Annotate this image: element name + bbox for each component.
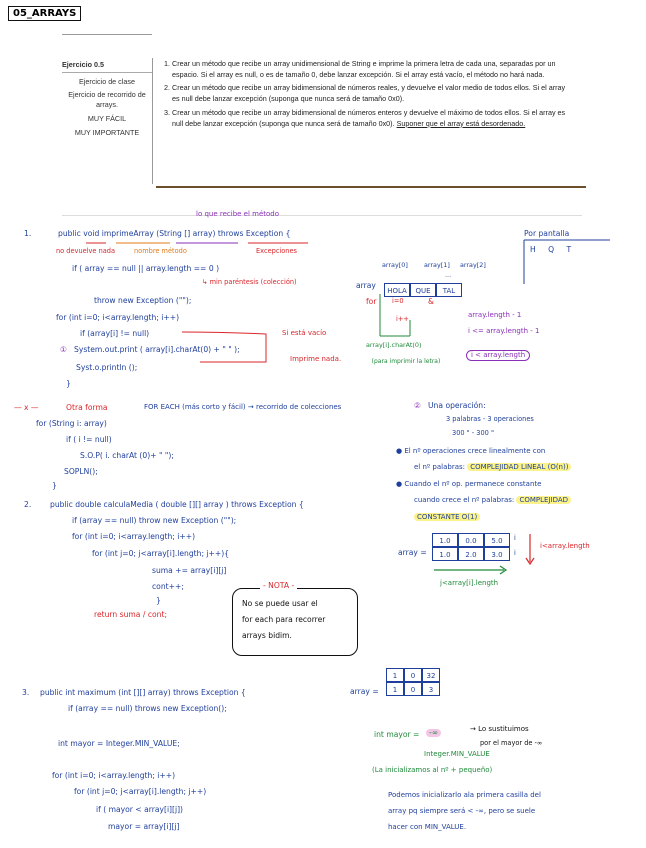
s1-underlines [58, 240, 318, 246]
arr-len-1: array.length - 1 [468, 311, 522, 319]
mayor-arrow-2: por el mayor de -∞ [480, 739, 543, 747]
s1-line-print: System.out.print ( array[i].charAt(0) + " " ); [74, 345, 240, 354]
nota-line-1: No se puede usar el [242, 599, 318, 608]
ops-bullet-2c [414, 514, 480, 521]
arr-for: for [366, 297, 377, 306]
grid3-cell: 1 [386, 682, 404, 696]
ops-highlight-lineal: COMPLEJIDAD LINEAL (O(n)) [467, 463, 571, 471]
grid3-cell: 0 [404, 682, 422, 696]
arr-ipp: i++ [396, 315, 409, 323]
exercise-divider [152, 58, 153, 184]
s2-line-7: } [156, 596, 161, 605]
pantalla-title: Por pantalla [524, 229, 570, 238]
exercise-item-1: 1. Crear un método que recibe un array unidimensional de String e imprime la primera letra de cada una, separadas por un espacio. Si el array es null, o es de tamaño 0, debe lanzar excepción. Si el array está vacío, el método no hará nada. [172, 58, 568, 80]
grid2-right-arrow [432, 565, 512, 575]
ops-bullet-2a: ● Cuando el nº op. permanece constante [396, 480, 542, 488]
annot-nombre-metodo: nombre método [134, 247, 187, 255]
grid2-label: array = [398, 548, 427, 557]
grid2-row [432, 547, 510, 561]
arr-idx-0: array[0] [382, 261, 408, 269]
annot-min-parentesis: ↳ min paréntesis (colección) [202, 278, 297, 286]
s3-line-4: for (int i=0; i<array.length; i++) [52, 771, 176, 780]
s1-line-println: Syst.o.println (); [76, 363, 138, 372]
grid2-cell: 1.0 [432, 533, 458, 547]
s1-line-if: if ( array == null || array.length == 0 ) [72, 264, 220, 273]
mayor-intmin: Integer.MIN_VALUE [424, 750, 490, 758]
ops-highlight-constante: CONSTANTE O(1) [414, 513, 480, 521]
annot-si-esta-vacio: Si está vacío [282, 329, 327, 337]
ops-highlight-complejidad: COMPLEJIDAD [516, 496, 571, 504]
page-rule [62, 215, 582, 216]
s1-close: } [66, 379, 71, 388]
exercise-top-rule [62, 34, 152, 35]
s3-line-3: int mayor = Integer.MIN_VALUE; [58, 739, 180, 748]
ops-bullet-1b: el nº palabras: COMPLEJIDAD LINEAL (O(n)) [414, 464, 571, 471]
grid2-i-label-2: i [514, 549, 516, 557]
mayor-paren: (La inicializamos al nº + pequeño) [372, 766, 493, 774]
annot-excepciones: Excepciones [256, 247, 297, 255]
annot-imprime-nada: Imprime nada. [290, 355, 342, 363]
ops-line-3: 300 " - 300 " [452, 429, 494, 437]
otra-line-1: for (String i: array) [36, 419, 107, 428]
s3-line-1: public int maximum (int [][] array) throws Exception { [40, 688, 246, 697]
annot-lo-que-recibe: lo que recibe el método [196, 210, 280, 218]
s3-line-2: if (array == null) throws new Exception(); [68, 704, 227, 713]
ops-bullet-1a: ● El nº operaciones crece linealmente con [396, 447, 546, 455]
arr-cell: QUE [410, 283, 436, 297]
grid3-row [386, 682, 440, 696]
mayor-arrow-1: → Lo sustituimos [470, 725, 529, 733]
grid2-j-len: j<array[i].length [440, 579, 499, 587]
otra-line-5: } [52, 481, 57, 490]
grid3-cell: 0 [404, 668, 422, 682]
arr-idx-1: array[1] [424, 261, 450, 269]
grid3-label: array = [350, 687, 379, 696]
grid2-cell: 0.0 [458, 533, 484, 547]
ops-bullet-2b: cuando crece el nº palabras: COMPLEJIDAD [414, 497, 571, 504]
nota-title: - NOTA - [260, 582, 297, 590]
mayor-p3: hacer con MIN_VALUE. [388, 823, 467, 831]
grid2-cell: 2.0 [458, 547, 484, 561]
s2-line-1: public double calculaMedia ( double [][] array ) throws Exception { [50, 500, 304, 509]
mayor-lhs: int mayor = [374, 730, 420, 739]
arr-label: array [356, 281, 376, 290]
grid3-row [386, 668, 440, 682]
ops-mark: ② [414, 401, 421, 410]
exercise-sidebar [62, 60, 152, 141]
arr-charat: array[i].charAt(0) [366, 341, 422, 349]
arr-cell: TAL [436, 283, 462, 297]
grid3-cell: 32 [422, 668, 440, 682]
arr-amp: & [428, 297, 434, 306]
grid2-cell: 5.0 [484, 533, 510, 547]
otra-dash: — x — [14, 403, 39, 412]
annot-no-devuelve: no devuelve nada [56, 247, 116, 255]
grid3-cell: 3 [422, 682, 440, 696]
s1-circle-mark: ① [60, 345, 67, 354]
s2-number: 2. [24, 500, 32, 509]
mayor-p2: array pq siempre será < -∞, pero se suele [388, 807, 536, 815]
arr-i0: i=0 [392, 297, 404, 305]
s2-line-4: for (int j=0; j<array[i].length; j++){ [92, 549, 230, 558]
s1-line-throw: throw new Exception (""); [94, 296, 192, 305]
nota-line-2: for each para recorrer [242, 615, 326, 624]
arr-para-imprimir: (para imprimir la letra) [371, 358, 441, 365]
grid2-row [432, 533, 510, 547]
s2-line-5: suma += array[i][j] [152, 566, 227, 575]
arr-i-len-1: i <= array.length - 1 [468, 327, 540, 335]
s3-number: 3. [22, 688, 30, 697]
exercise-title: Ejercicio 0.5 [62, 60, 152, 73]
s2-return: return suma / cont; [94, 610, 168, 619]
mayor-p1: Podemos inicializarlo ala primera casilla del [388, 791, 541, 799]
s2-line-6: cont++; [152, 582, 184, 591]
section-tag: 05_ARRAYS [8, 6, 81, 21]
grid2-i-label-1: i [514, 534, 516, 542]
arr-cell: HOLA [384, 283, 410, 297]
exercise-bottom-rule [156, 186, 586, 188]
grid2-i-len: i<array.length [540, 542, 590, 550]
grid2-cell: 1.0 [432, 547, 458, 561]
otra-line-4: SOPLN(); [64, 467, 98, 476]
exercise-item-2: 2. Crear un método que recibe un array bidimensional de números reales, y devuelve el valor medio de todos ellos. Si el array es null debe lanzar excepción (suponga que nunca será de tamaño 0x0). [172, 82, 568, 104]
grid2-cell: 3.0 [484, 547, 510, 561]
arr-i-len: i < array.length [466, 350, 530, 361]
exercise-item-3: 3. Crear un método que recibe un array bidimensional de números enteros y devuelve el máximo de todos ellos. Si el array es null debe lanzar excepción (suponga que nunca será de tamaño 0x0). Suponer que el array está desordenado. [172, 107, 568, 129]
s3-line-5: for (int j=0; j<array[i].length; j++) [74, 787, 207, 796]
exercise-importance: MUY IMPORTANTE [74, 127, 140, 137]
exercise-list [158, 58, 568, 131]
s2-line-3: for (int i=0; i<array.length; i++) [72, 532, 196, 541]
ops-line-2: 3 palabras - 3 operaciones [446, 415, 534, 423]
exercise-type: Ejercicio de clase [79, 76, 135, 86]
ops-line-1: Una operación: [428, 401, 486, 410]
exercise-difficulty: MUY FÁCIL [87, 113, 127, 123]
s3-line-7: mayor = array[i][j] [108, 822, 180, 831]
s1-line-for: for (int i=0; i<array.length; i++) [56, 313, 180, 322]
grid3-cell: 1 [386, 668, 404, 682]
pantalla-output: H Q T [530, 245, 572, 254]
arr-dots: ... [445, 271, 452, 279]
exercise-subtitle: Ejercicio de recorrido de arrays. [68, 90, 146, 110]
grid2-down-arrow [524, 532, 536, 568]
exercise-item-3-note: Suponer que el array está desordenado. [396, 118, 526, 128]
s1-signature: public void imprimeArray (String [] array) throws Exception { [58, 229, 291, 238]
arr-idx-2: array[2] [460, 261, 486, 269]
s2-line-2: if (array == null) throw new Exception (""); [72, 516, 237, 525]
otra-foreach: FOR EACH (más corto y fácil) → recorrido de colecciones [144, 403, 342, 411]
s3-line-6: if ( mayor < array[i][j]) [96, 805, 184, 814]
otra-title: Otra forma [66, 403, 108, 412]
mayor-value: -∞ [426, 729, 441, 737]
s1-number: 1. [24, 229, 32, 238]
otra-line-2: if ( i != null) [66, 435, 112, 444]
otra-line-3: S.O.P( i. charAt (0)+ " "); [80, 451, 174, 460]
s1-line-if-null: if (array[i] != null) [80, 329, 150, 338]
grid3 [386, 668, 440, 696]
grid2 [432, 533, 510, 561]
nota-line-3: arrays bidim. [242, 631, 292, 640]
